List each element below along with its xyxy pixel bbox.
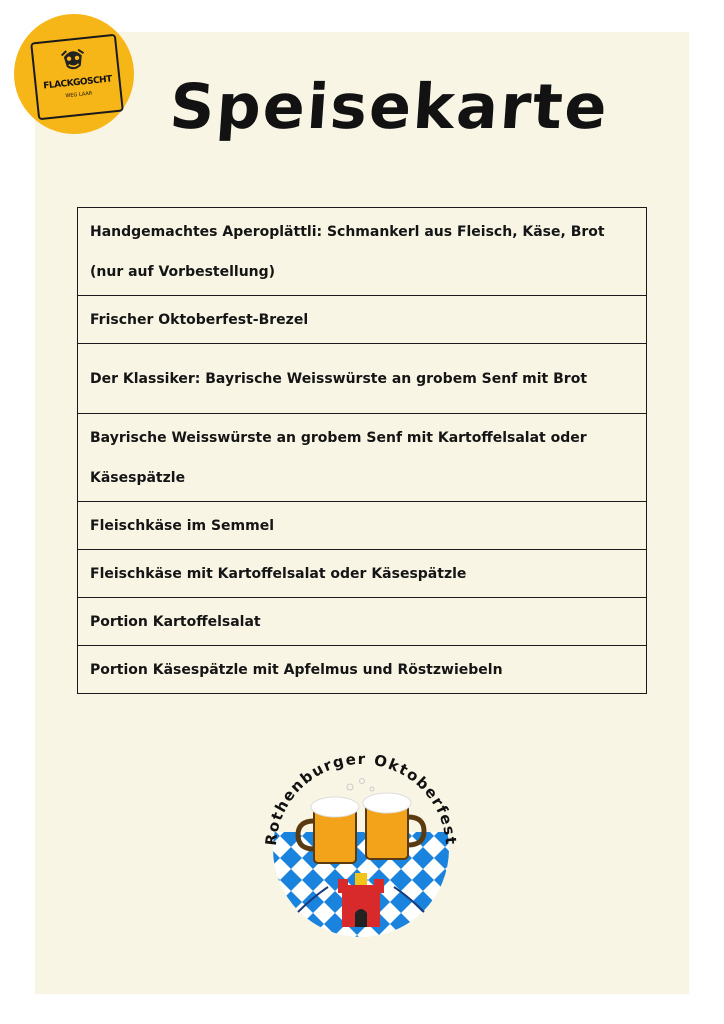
mascot-icon <box>57 45 90 76</box>
table-row <box>78 296 647 344</box>
badge-subtitle: WEG LAAR <box>65 90 93 100</box>
menu-item: Bayrische Weisswürste an grobem Senf mit Kartoffelsalat oder Käsespätzle <box>78 414 647 502</box>
page-title: Speisekarte <box>167 70 612 143</box>
menu-item: Fleischkäse mit Kartoffelsalat oder Käsespätzle <box>78 550 647 598</box>
restaurant-badge <box>14 14 134 134</box>
emblem-text: Rothenburger Oktoberfest <box>261 749 461 847</box>
table-row <box>78 646 647 694</box>
menu-table <box>77 207 647 694</box>
menu-item: Portion Käsespätzle mit Apfelmus und Röstzwiebeln <box>78 646 647 694</box>
menu-item: Der Klassiker: Bayrische Weisswürste an grobem Senf mit Brot <box>78 344 647 414</box>
castle-icon <box>338 873 384 927</box>
table-row <box>78 414 647 502</box>
menu-item: Fleischkäse im Semmel <box>78 502 647 550</box>
menu-item: Portion Kartoffelsalat <box>78 598 647 646</box>
badge-card <box>30 34 124 121</box>
menu-item: Frischer Oktoberfest-Brezel <box>78 296 647 344</box>
table-row <box>78 502 647 550</box>
table-row <box>78 598 647 646</box>
menu-item: Handgemachtes Aperoplättli: Schmankerl aus Fleisch, Käse, Brot (nur auf Vorbestellung) <box>78 208 647 296</box>
badge-name: FLACKGOSCHT <box>42 74 113 92</box>
oktoberfest-emblem <box>258 737 464 943</box>
table-row <box>78 344 647 414</box>
table-row <box>78 208 647 296</box>
table-row <box>78 550 647 598</box>
